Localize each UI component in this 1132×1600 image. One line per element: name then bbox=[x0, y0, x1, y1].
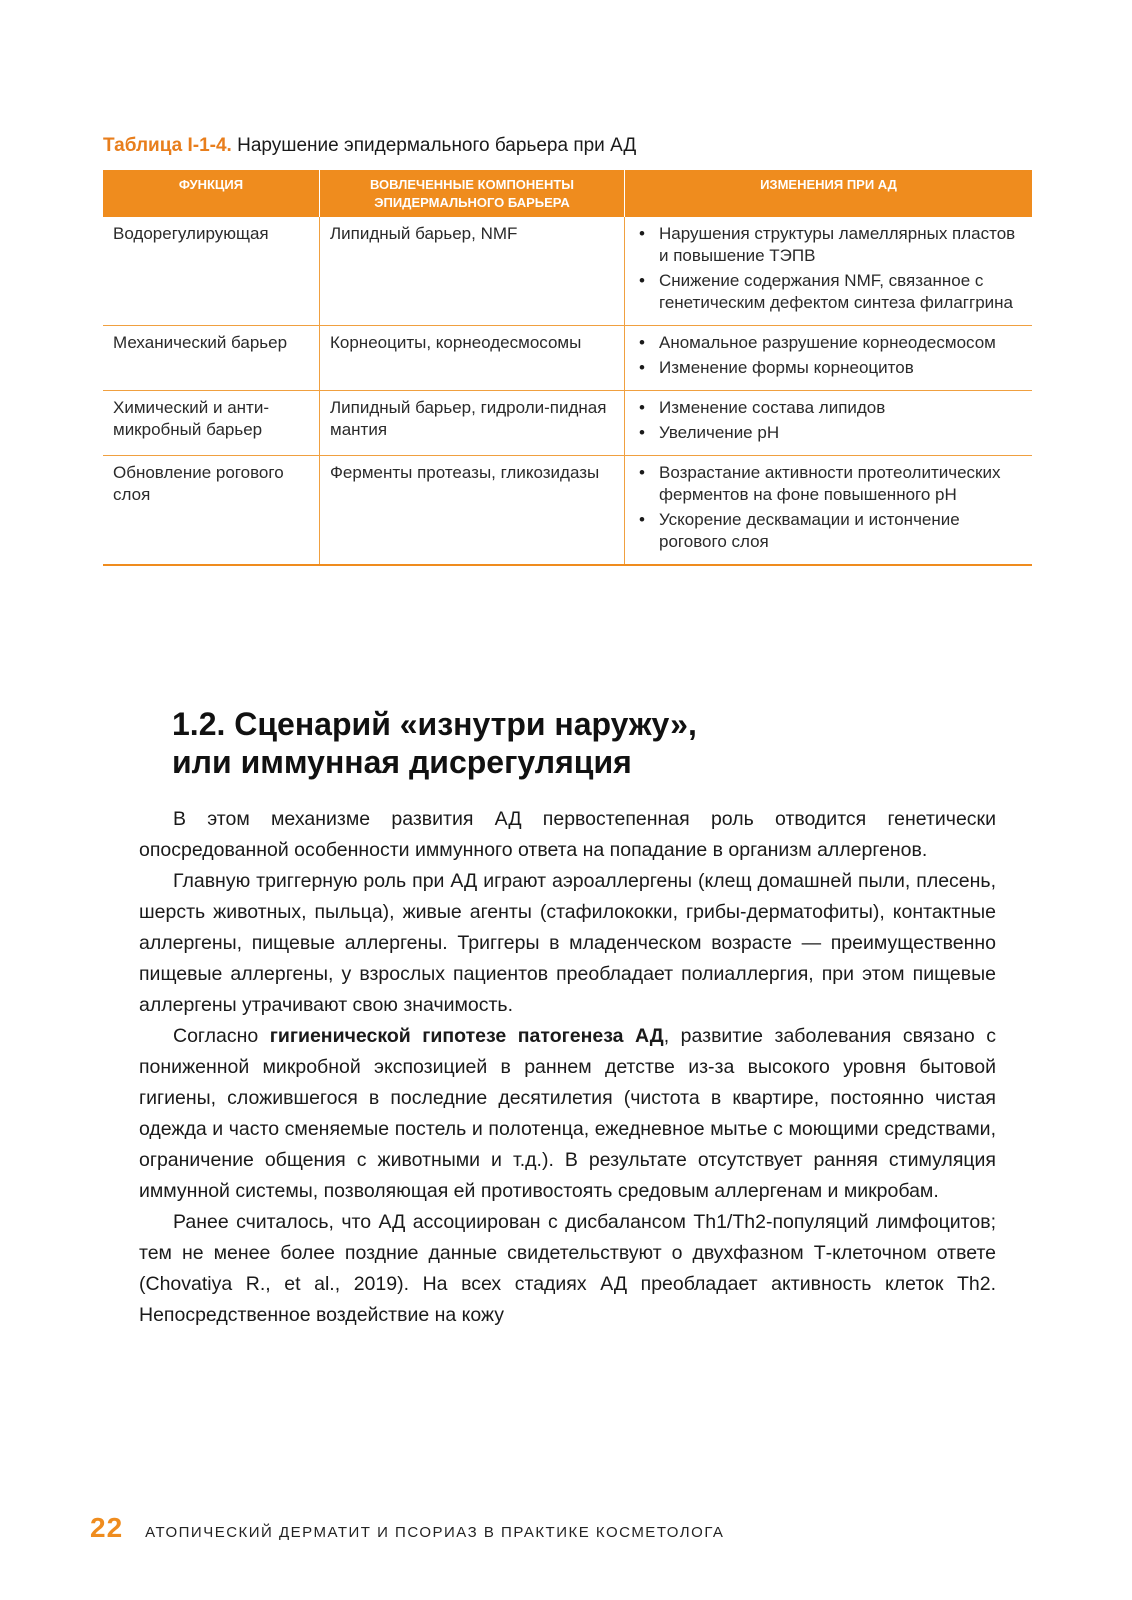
list-item: • Ускорение десквамации и истончение рогового слоя bbox=[635, 509, 1022, 553]
header-changes: ИЗМЕНЕНИЯ ПРИ АД bbox=[625, 170, 1033, 217]
list-item: • Аномальное разрушение корнеодесмосом bbox=[635, 332, 1022, 354]
cell-changes bbox=[625, 217, 1033, 326]
page-footer bbox=[90, 1512, 724, 1544]
cell-components: Ферменты протеазы, гликозидазы bbox=[320, 456, 625, 566]
paragraph-text: Согласно bbox=[173, 1025, 270, 1047]
list-item: • Изменение формы корнеоцитов bbox=[635, 357, 1022, 379]
list-item: • Возрастание активности протеолитических ферментов на фоне повышенного pH bbox=[635, 462, 1022, 506]
table-caption-number: Таблица I-1-4. bbox=[103, 135, 232, 156]
paragraph: Ранее считалось, что АД ассоциирован с дисбалансом Th1/Th2-популяций лимфоцитов; тем не менее более поздние данные свидетельствуют о двухфазном Т-клеточном ответе (Chovatiya R., et al., 2019). На всех стадиях АД преобладает активность клеток Th2. Непосредственное воздействие на кожу bbox=[139, 1211, 996, 1326]
header-components: ВОВЛЕЧЕННЫЕ КОМПОНЕНТЫ ЭПИДЕРМАЛЬНОГО БАРЬЕРА bbox=[320, 170, 625, 217]
paragraph bbox=[139, 1021, 996, 1207]
header-function: ФУНКЦИЯ bbox=[103, 170, 320, 217]
epidermal-barrier-table bbox=[103, 170, 1032, 566]
cell-changes bbox=[625, 326, 1033, 391]
table-caption bbox=[103, 134, 636, 158]
cell-function: Химический и анти-микробный барьер bbox=[103, 391, 320, 456]
list-item: • Изменение состава липидов bbox=[635, 397, 1022, 419]
cell-function: Водорегулирующая bbox=[103, 217, 320, 326]
running-title: АТОПИЧЕСКИЙ ДЕРМАТИТ И ПСОРИАЗ В ПРАКТИКЕ КОСМЕТОЛОГА bbox=[145, 1524, 725, 1541]
cell-components: Липидный барьер, гидроли-пидная мантия bbox=[320, 391, 625, 456]
page-number: 22 bbox=[90, 1512, 124, 1543]
table-caption-text: Нарушение эпидермального барьера при АД bbox=[231, 135, 637, 156]
changes-list bbox=[635, 332, 1022, 379]
changes-list bbox=[635, 397, 1022, 444]
body-text bbox=[139, 804, 996, 1331]
hygiene-hypothesis-term: гигиенической гипотезе патогенеза АД bbox=[269, 1025, 664, 1047]
cell-components: Липидный барьер, NMF bbox=[320, 217, 625, 326]
cell-changes bbox=[625, 456, 1033, 566]
cell-changes bbox=[625, 391, 1033, 456]
section-title-line2: или иммунная дисрегуляция bbox=[172, 744, 632, 780]
cell-function: Обновление рогового слоя bbox=[103, 456, 320, 566]
table-row bbox=[103, 391, 1032, 456]
changes-list bbox=[635, 462, 1022, 553]
cell-function: Механический барьер bbox=[103, 326, 320, 391]
list-item: • Снижение содержания NMF, связанное с генетическим дефектом синтеза филаггрина bbox=[635, 270, 1022, 314]
paragraph-text: , развитие заболевания связано с пониженной микробной экспозицией в раннем детстве из-за высокого уровня бытовой гигиены, сложившегося в последние десятилетия (чистота в квартире, постоянно чистая одежда и часто сменяемые постель и полотенца, ежедневное мытье с моющими средствами, ограничение общения с животными и т.д.). В результате отсутствует ранняя стимуляция иммунной системы, позволяющая ей противостоять средовым аллергенам и микробам. bbox=[139, 1025, 996, 1202]
section-title-line1: 1.2. Сценарий «изнутри наружу», bbox=[172, 706, 697, 742]
section-title bbox=[172, 705, 992, 781]
cell-components: Корнеоциты, корнеодесмосомы bbox=[320, 326, 625, 391]
paragraph: Главную триггерную роль при АД играют аэроаллергены (клещ домашней пыли, плесень, шерсть животных, пыльца), живые агенты (стафилококки, грибы-дерматофиты), контактные аллергены, пищевые аллергены. Триггеры в младенческом возрасте — преимущественно пищевые аллергены, у взрослых пациентов преобладает полиаллергия, при этом пищевые аллергены утрачивают свою значимость. bbox=[139, 870, 996, 1016]
list-item: • Увеличение pH bbox=[635, 422, 1022, 444]
table-header-row bbox=[103, 170, 1032, 217]
table-row bbox=[103, 326, 1032, 391]
table-row bbox=[103, 456, 1032, 566]
list-item: • Нарушения структуры ламеллярных пластов и повышение ТЭПВ bbox=[635, 223, 1022, 267]
paragraph: В этом механизме развития АД первостепенная роль отводится генетически опосредованной особенности иммунного ответа на попадание в организм аллергенов. bbox=[139, 808, 996, 861]
changes-list bbox=[635, 223, 1022, 314]
table-row bbox=[103, 217, 1032, 326]
